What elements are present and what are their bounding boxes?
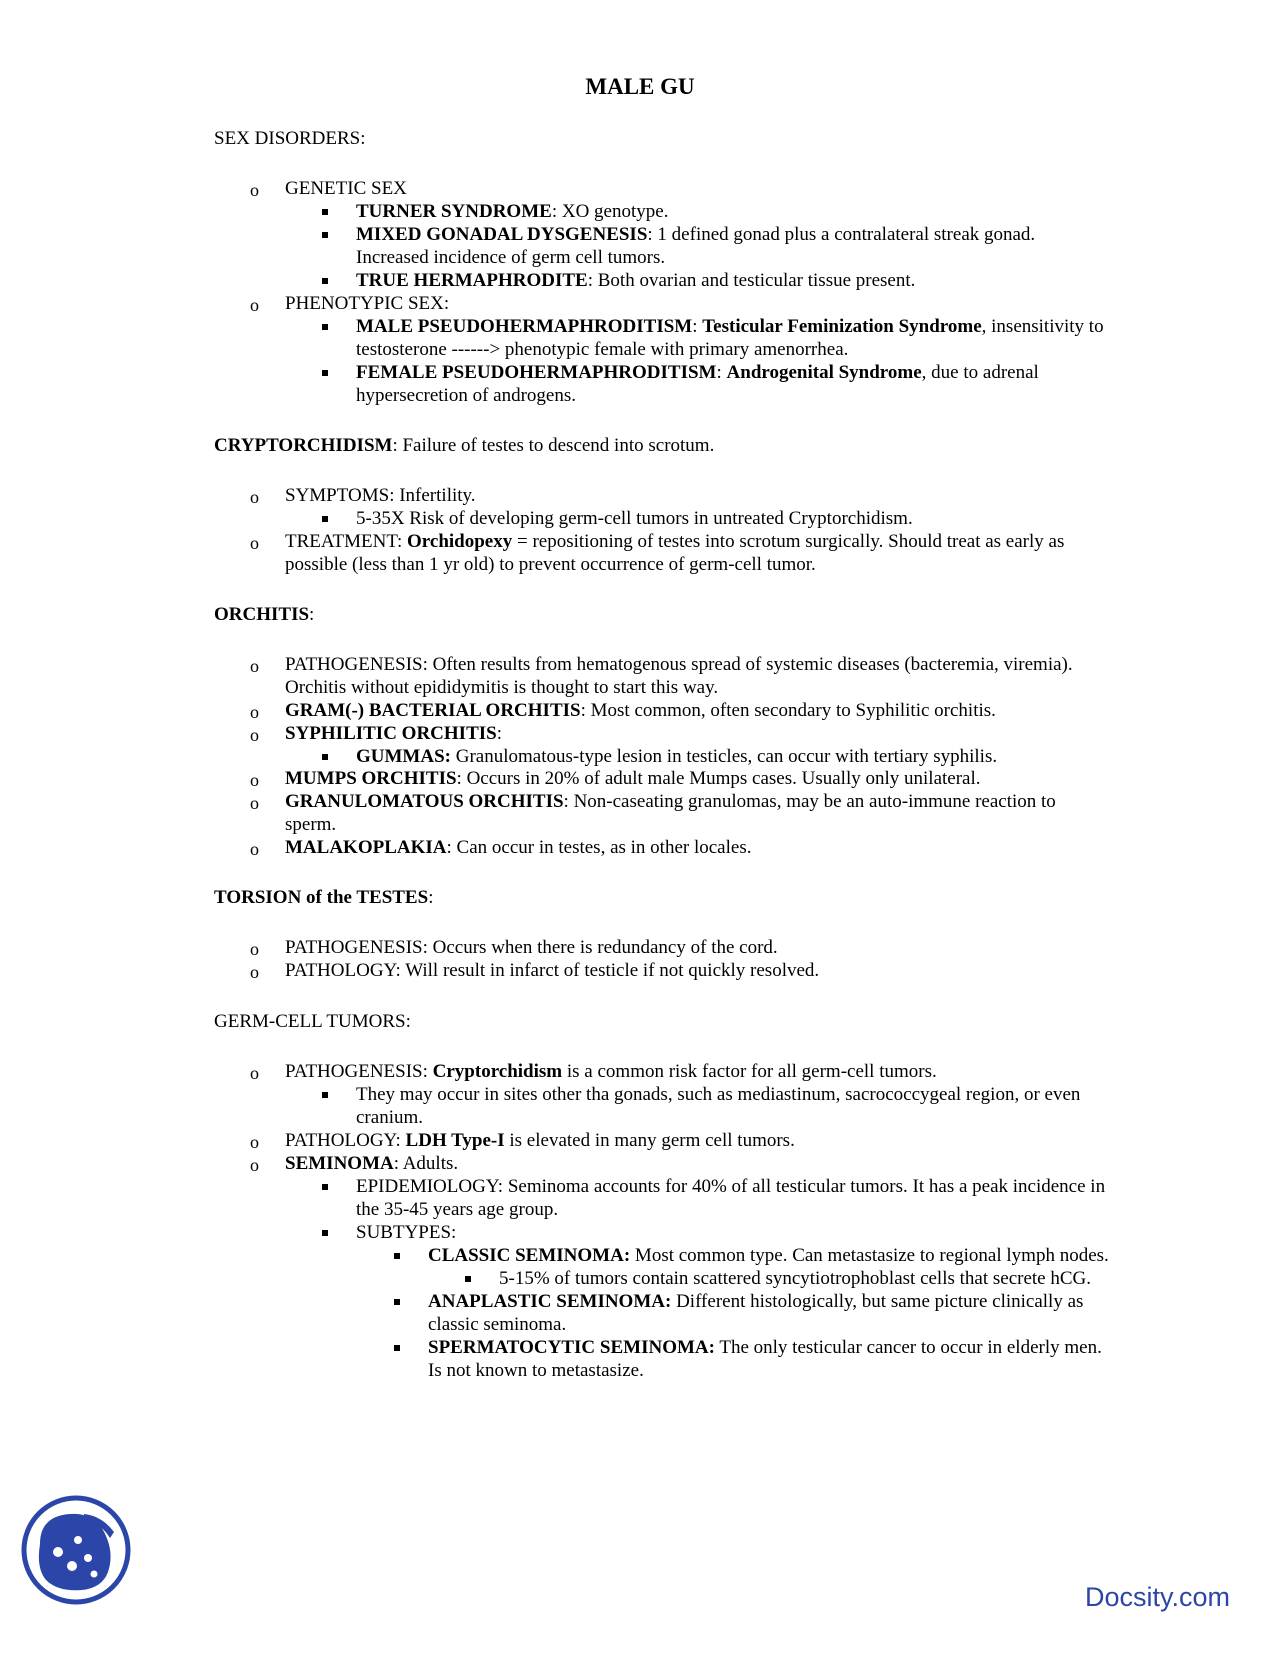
section-heading-sex-disorders: SEX DISORDERS: xyxy=(214,128,366,149)
circle-bullet: o xyxy=(250,656,259,676)
list-item: MALE PSEUDOHERMAPHRODITISM: Testicular Feminization Syndrome, insensitivity to xyxy=(356,316,1104,337)
docsity-brand-link[interactable]: Docsity.com xyxy=(1085,1582,1231,1612)
list-item-continuation: sperm. xyxy=(285,814,337,835)
circle-bullet: o xyxy=(250,533,259,553)
list-item: 5-35X Risk of developing germ-cell tumors in untreated Cryptorchidism. xyxy=(356,508,913,529)
list-item-continuation: the 35-45 years age group. xyxy=(356,1199,559,1220)
list-item-continuation: hypersecretion of androgens. xyxy=(356,385,577,406)
list-item: TRUE HERMAPHRODITE: Both ovarian and testicular tissue present. xyxy=(356,270,916,291)
section-heading-orchitis: ORCHITIS: xyxy=(214,604,315,625)
docsity-logo-icon[interactable] xyxy=(18,1492,134,1608)
section-heading-cryptorchidism: CRYPTORCHIDISM: Failure of testes to descend into scrotum. xyxy=(214,435,715,456)
list-item: ANAPLASTIC SEMINOMA: Different histologically, but same picture clinically as xyxy=(428,1291,1084,1312)
list-item: PATHOGENESIS: Occurs when there is redundancy of the cord. xyxy=(285,937,778,958)
section-heading-torsion: TORSION of the TESTES: xyxy=(214,887,434,908)
square-bullet xyxy=(322,370,328,376)
list-item-continuation: cranium. xyxy=(356,1107,424,1128)
list-item: FEMALE PSEUDOHERMAPHRODITISM: Androgenital Syndrome, due to adrenal xyxy=(356,362,1039,383)
list-item: PATHOGENESIS: Cryptorchidism is a common risk factor for all germ-cell tumors. xyxy=(285,1061,937,1082)
list-item: SYPHILITIC ORCHITIS: xyxy=(285,723,502,744)
square-bullet xyxy=(322,1230,328,1236)
list-item: GENETIC SEX xyxy=(285,178,407,199)
circle-bullet: o xyxy=(250,793,259,813)
list-item: PHENOTYPIC SEX: xyxy=(285,293,450,314)
list-item: TREATMENT: Orchidopexy = repositioning of testes into scrotum surgically. Should treat as early as xyxy=(285,531,1065,552)
circle-bullet: o xyxy=(250,702,259,722)
circle-bullet: o xyxy=(250,725,259,745)
list-item: CLASSIC SEMINOMA: Most common type. Can metastasize to regional lymph nodes. xyxy=(428,1245,1109,1266)
list-item: SUBTYPES: xyxy=(356,1222,457,1243)
square-bullet xyxy=(322,1092,328,1098)
list-item: They may occur in sites other tha gonads, such as mediastinum, sacrococcygeal region, or even xyxy=(356,1084,1081,1105)
circle-bullet: o xyxy=(250,295,259,315)
square-bullet xyxy=(322,324,328,330)
list-item: MALAKOPLAKIA: Can occur in testes, as in other locales. xyxy=(285,837,752,858)
square-bullet xyxy=(465,1276,471,1282)
list-item: GUMMAS: Granulomatous-type lesion in testicles, can occur with tertiary syphilis. xyxy=(356,746,998,767)
list-item-continuation: classic seminoma. xyxy=(428,1314,567,1335)
circle-bullet: o xyxy=(250,1155,259,1175)
square-bullet xyxy=(394,1345,400,1351)
square-bullet xyxy=(394,1253,400,1259)
square-bullet xyxy=(394,1299,400,1305)
list-item-continuation: testosterone ------> phenotypic female with primary amenorrhea. xyxy=(356,339,849,360)
list-item: MUMPS ORCHITIS: Occurs in 20% of adult male Mumps cases. Usually only unilateral. xyxy=(285,768,981,789)
circle-bullet: o xyxy=(250,770,259,790)
circle-bullet: o xyxy=(250,962,259,982)
list-item: PATHOLOGY: LDH Type-I is elevated in many germ cell tumors. xyxy=(285,1130,795,1151)
square-bullet xyxy=(322,754,328,760)
list-item-continuation: Is not known to metastasize. xyxy=(428,1360,644,1381)
list-item: PATHOLOGY: Will result in infarct of testicle if not quickly resolved. xyxy=(285,960,820,981)
list-item-continuation: Orchitis without epididymitis is thought to start this way. xyxy=(285,677,719,698)
list-item: GRAM(-) BACTERIAL ORCHITIS: Most common, often secondary to Syphilitic orchitis. xyxy=(285,700,996,721)
circle-bullet: o xyxy=(250,487,259,507)
list-item-continuation: Increased incidence of germ cell tumors. xyxy=(356,247,666,268)
square-bullet xyxy=(322,1184,328,1190)
circle-bullet: o xyxy=(250,839,259,859)
list-item: TURNER SYNDROME: XO genotype. xyxy=(356,201,669,222)
square-bullet xyxy=(322,209,328,215)
circle-bullet: o xyxy=(250,180,259,200)
circle-bullet: o xyxy=(250,939,259,959)
list-item: MIXED GONADAL DYSGENESIS: 1 defined gonad plus a contralateral streak gonad. xyxy=(356,224,1036,245)
list-item: PATHOGENESIS: Often results from hematogenous spread of systemic diseases (bacteremia, viremia). xyxy=(285,654,1073,675)
page-title: MALE GU xyxy=(585,74,695,99)
list-item-continuation: possible (less than 1 yr old) to prevent occurrence of germ-cell tumor. xyxy=(285,554,816,575)
square-bullet xyxy=(322,232,328,238)
list-item: SYMPTOMS: Infertility. xyxy=(285,485,476,506)
section-heading-germ-cell-tumors: GERM-CELL TUMORS: xyxy=(214,1011,411,1032)
list-item: SEMINOMA: Adults. xyxy=(285,1153,459,1174)
circle-bullet: o xyxy=(250,1063,259,1083)
list-item: EPIDEMIOLOGY: Seminoma accounts for 40% of all testicular tumors. It has a peak incidence in xyxy=(356,1176,1106,1197)
square-bullet xyxy=(322,516,328,522)
list-item: GRANULOMATOUS ORCHITIS: Non-caseating granulomas, may be an auto-immune reaction to xyxy=(285,791,1056,812)
list-item: 5-15% of tumors contain scattered syncytiotrophoblast cells that secrete hCG. xyxy=(499,1268,1092,1289)
list-item: SPERMATOCYTIC SEMINOMA: The only testicular cancer to occur in elderly men. xyxy=(428,1337,1102,1358)
square-bullet xyxy=(322,278,328,284)
circle-bullet: o xyxy=(250,1132,259,1152)
